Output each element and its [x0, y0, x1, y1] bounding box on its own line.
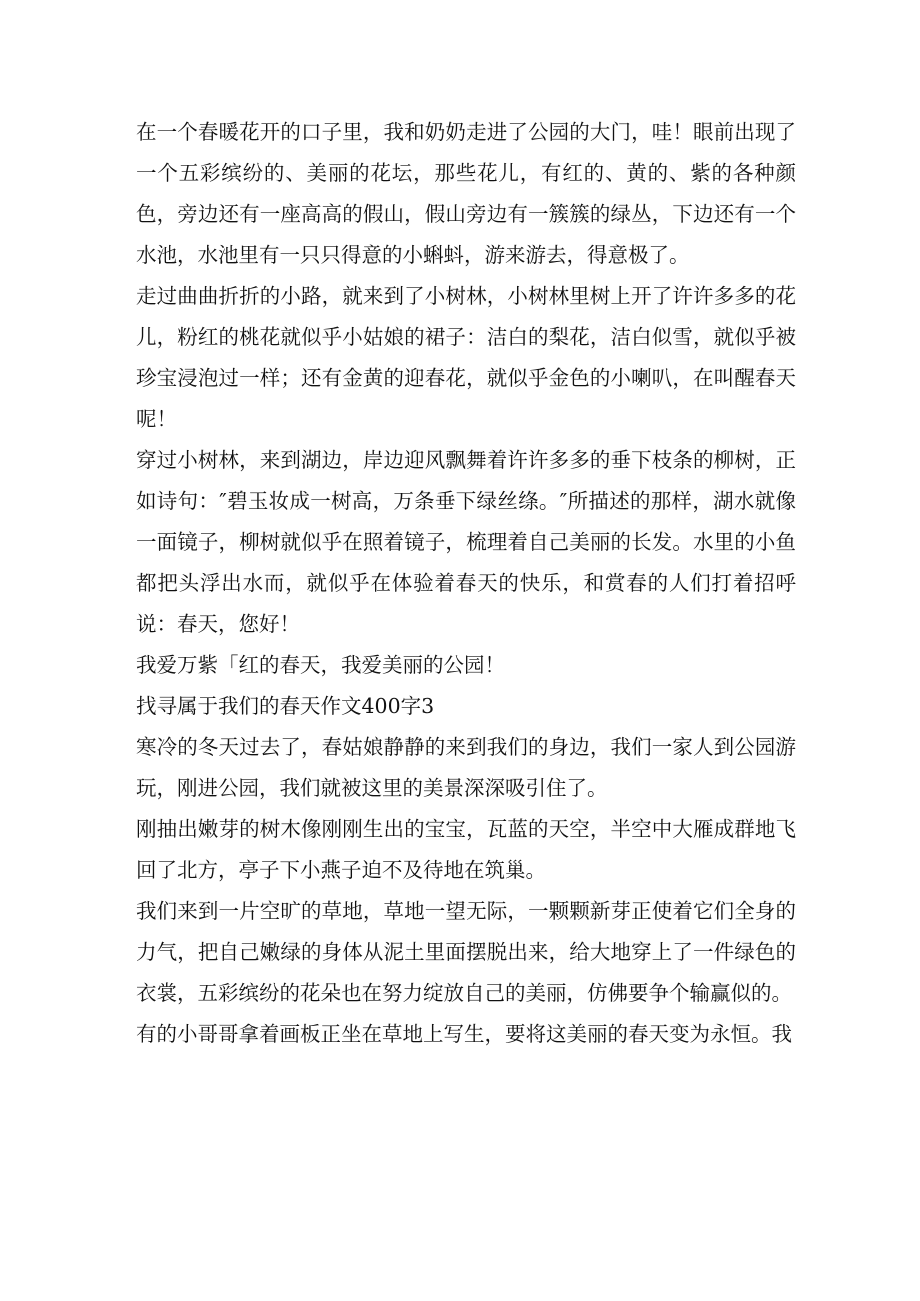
paragraph: 走过曲曲折折的小路，就来到了小树林，小树林里树上开了许许多多的花儿，粉红的桃花就似乎小姑娘的裙子：洁白的梨花，洁白似雪，就似乎被珍宝浸泡过一样；还有金黄的迎春花，就似乎金色的小喇叭，在叫醒春天呢！ — [136, 284, 796, 431]
section-heading: 找寻属于我们的春天作文400字3 — [136, 694, 435, 718]
paragraph: 刚抽出嫩芽的树木像刚刚生出的宝宝，瓦蓝的天空，半空中大雁成群地飞回了北方，亭子下小燕子迫不及待地在筑巢。 — [136, 817, 796, 882]
paragraph: 我们来到一片空旷的草地，草地一望无际，一颗颗新芽正使着它们全身的力气，把自己嫩绿的身体从泥土里面摆脱出来，给大地穿上了一件绿色的衣裳，五彩缤纷的花朵也在努力绽放自己的美丽，仿佛要争个输赢似的。 — [136, 899, 796, 1005]
document-body — [136, 112, 796, 1055]
paragraph: 寒冷的冬天过去了，春姑娘静静的来到我们的身边，我们一家人到公园游玩，刚进公园，我们就被这里的美景深深吸引住了。 — [136, 735, 796, 800]
paragraph: 我爱万紫「红的春天，我爱美丽的公园！ — [136, 653, 505, 677]
paragraph: 在一个春暖花开的口子里，我和奶奶走进了公园的大门，哇！眼前出现了一个五彩缤纷的、美丽的花坛，那些花儿，有红的、黄的、紫的各种颜色，旁边还有一座高高的假山，假山旁边有一簇簇的绿丛，下边还有一个水池，水池里有一只只得意的小蝌蚪，游来游去，得意极了。 — [136, 120, 796, 267]
paragraph: 穿过小树林，来到湖边，岸边迎风飘舞着许许多多的垂下枝条的柳树，正如诗句：″碧玉妆成一树高，万条垂下绿丝绦。″所描述的那样，湖水就像一面镜子，柳树就似乎在照着镜子，梳理着自己美丽的长发。水里的小鱼都把头浮出水而，就似乎在体验着春天的快乐，和赏春的人们打着招呼说：春天，您好！ — [136, 448, 796, 636]
paragraph: 有的小哥哥拿着画板正坐在草地上写生，要将这美丽的春天变为永恒。我 — [136, 1022, 792, 1046]
